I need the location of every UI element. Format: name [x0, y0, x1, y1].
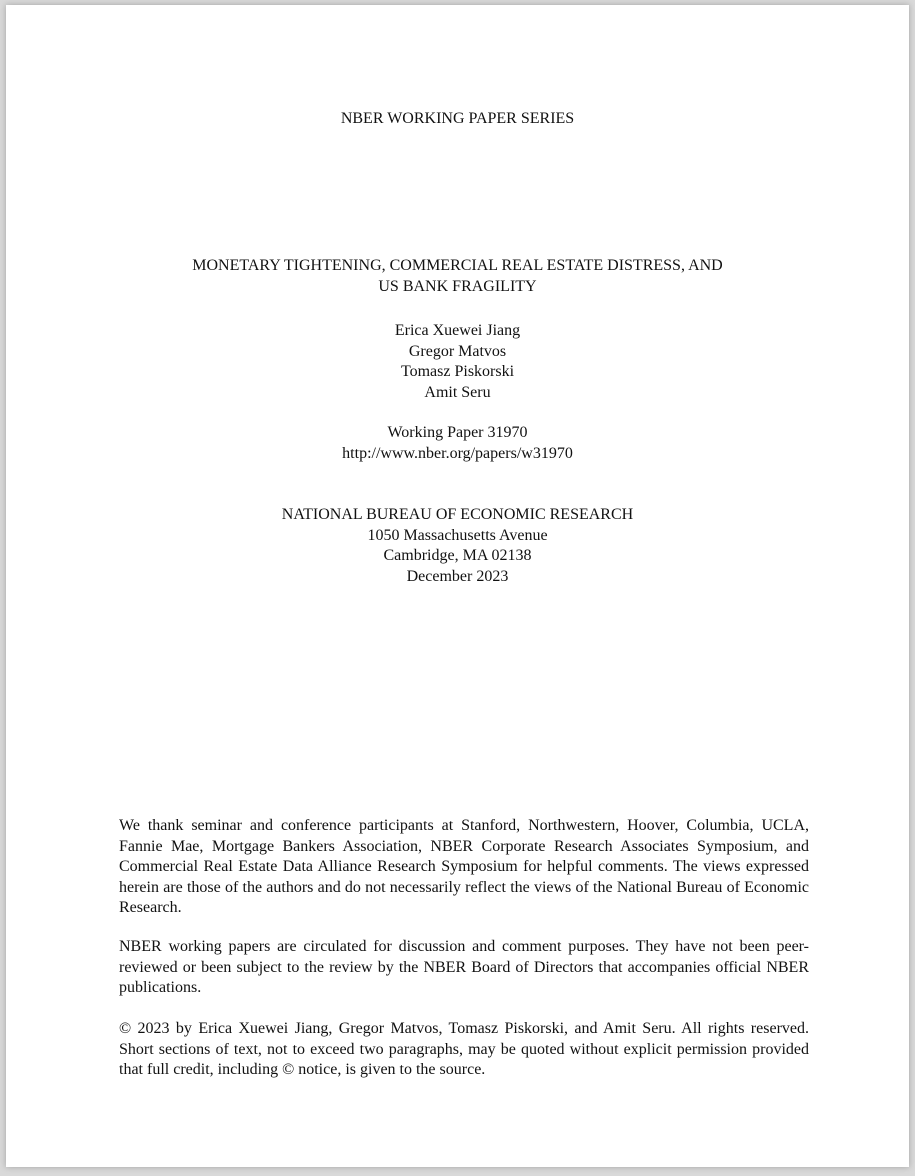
author-name: Amit Seru	[424, 383, 491, 401]
series-heading: NBER WORKING PAPER SERIES	[340, 110, 575, 127]
author-name: Erica Xuewei Jiang	[394, 322, 521, 339]
document-page	[6, 5, 909, 1167]
publication-date: December 2023	[406, 567, 509, 585]
paper-title-line-1: MONETARY TIGHTENING, COMMERCIAL REAL ESTATE DISTRESS, AND	[192, 257, 723, 274]
paper-title-line-2: US BANK FRAGILITY	[378, 277, 537, 295]
paper-title	[6, 256, 909, 297]
acknowledgement-paragraph: We thank seminar and conference participants at Stanford, Northwestern, Hoover, Columbia, UCLA, Fannie Mae, Mortgage Bankers Association, NBER Corporate Research Associates Symposium, and Commercial Real Estate Data Alliance Research Symposium for helpful comments. The views expressed herein are those of the authors and do not necessarily reflect the views of the National Bureau of Economic Research.	[119, 817, 809, 916]
author-list	[6, 321, 909, 403]
working-paper-url[interactable]: http://www.nber.org/papers/w31970	[342, 444, 573, 462]
copyright-paragraph: © 2023 by Erica Xuewei Jiang, Gregor Matvos, Tomasz Piskorski, and Amit Seru. All rights reserved. Short sections of text, not to exceed two paragraphs, may be quoted without explicit permission provided that full credit, including © notice, is given to the source.	[119, 1020, 809, 1078]
working-paper-info	[6, 423, 909, 464]
author-name: Gregor Matvos	[408, 342, 507, 360]
institution-block	[6, 505, 909, 587]
institution-address-city: Cambridge, MA 02138	[383, 547, 532, 564]
disclaimer-paragraph: NBER working papers are circulated for discussion and comment purposes. They have not been peer-reviewed or been subject to the review by the NBER Board of Directors that accompanies official NBER publications.	[119, 938, 809, 996]
working-paper-number: Working Paper 31970	[387, 424, 528, 441]
author-name: Tomasz Piskorski	[400, 363, 515, 380]
institution-name: NATIONAL BUREAU OF ECONOMIC RESEARCH	[281, 506, 634, 523]
institution-address-street: 1050 Massachusetts Avenue	[367, 526, 548, 544]
